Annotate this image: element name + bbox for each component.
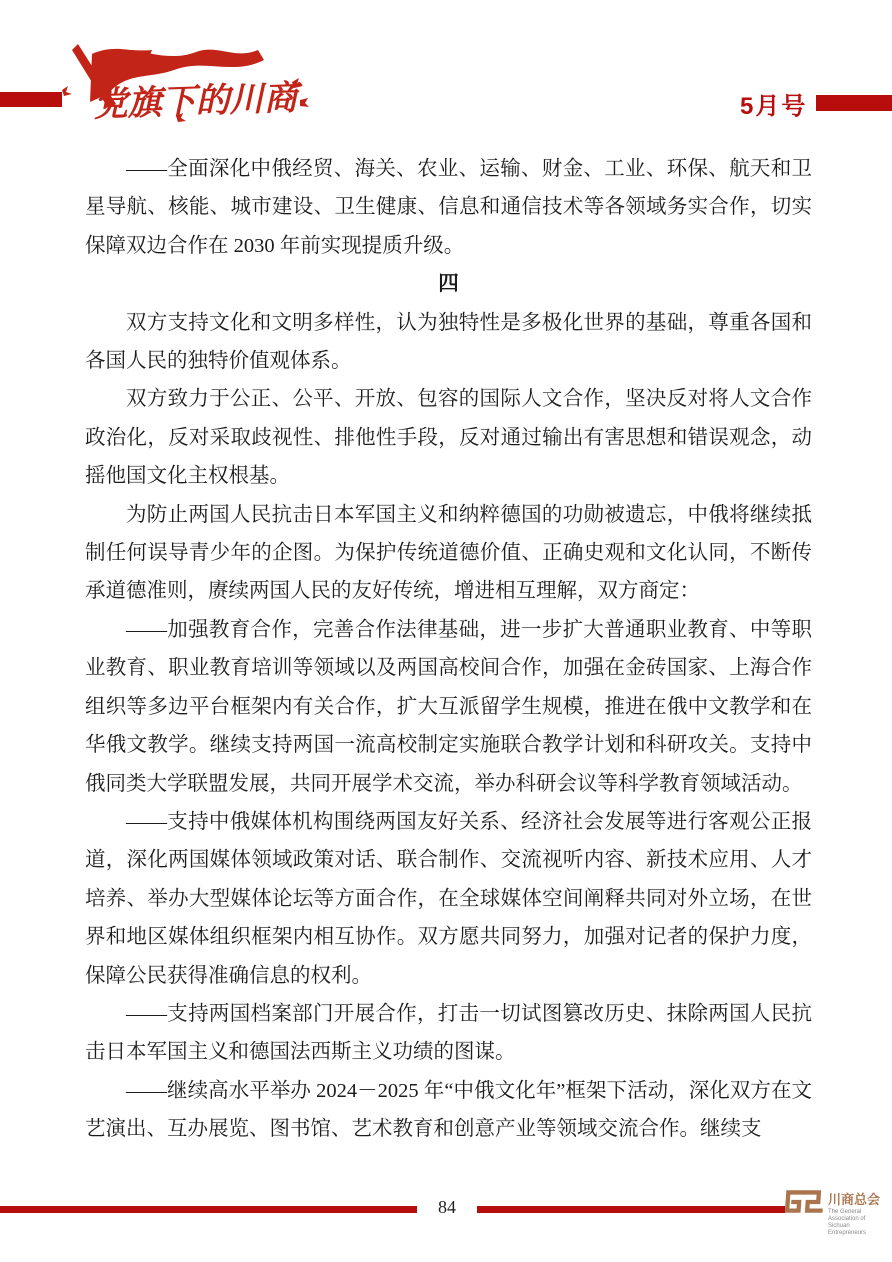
masthead-title: 党旗下的川商 (92, 78, 299, 124)
association-name-cn: 川商总会 (828, 1192, 881, 1207)
party-flag-icon (56, 38, 316, 138)
association-name-en: The General Association of Sichuan Entrepreneurs (828, 1209, 867, 1236)
footer-right-red-rule (477, 1206, 785, 1213)
body-paragraph: ——全面深化中俄经贸、海关、农业、运输、财金、工业、环保、航天和卫星导航、核能、城市建设、卫生健康、信息和通信技术等各领域务实合作，切实保障双边合作在 2030 年前实现提质升级。 (85, 158, 812, 257)
association-logo (782, 1186, 890, 1238)
header-right-red-bar (816, 95, 892, 111)
body-paragraph: ——继续高水平举办 2024－2025 年“中俄文化年”框架下活动，深化双方在文艺演出、互办展览、图书馆、艺术教育和创意产业等领域交流合作。继续支 (85, 1079, 812, 1141)
body-paragraph: ——加强教育合作，完善合作法律基础，进一步扩大普通职业教育、中等职业教育、职业教育培训等领域以及两国高校间合作，加强在金砖国家、上海合作组织等多边平台框架内有关合作，扩大互派留学生规模，推进在俄中文教学和在华俄文教学。继续支持两国一流高校制定实施联合教学计划和科研攻关。支持中俄同类大学联盟发展，共同开展学术交流，举办科研会议等科学教育领域活动。 (85, 618, 812, 795)
page-number: 84 (438, 1197, 456, 1217)
body-paragraph: 双方支持文化和文明多样性，认为独特性是多极化世界的基础，尊重各国和各国人民的独特价值观体系。 (85, 311, 812, 373)
body-paragraph: 为防止两国人民抗击日本军国主义和纳粹德国的功勋被遗忘，中俄将继续抵制任何误导青少年的企图。为保护传统道德价值、正确史观和文化认同，不断传承道德准则，赓续两国人民的友好传统，增进相互理解，双方商定： (85, 503, 812, 603)
footer-left-red-rule (0, 1206, 417, 1213)
section-heading: 四 (438, 273, 459, 296)
association-monogram-icon (782, 1186, 824, 1218)
body-paragraph: 双方致力于公正、公平、开放、包容的国际人文合作，坚决反对将人文合作政治化，反对采取歧视性、排他性手段，反对通过输出有害思想和错误观念，动摇他国文化主权根基。 (85, 388, 812, 488)
document-body (85, 150, 812, 1149)
body-paragraph: ——支持中俄媒体机构围绕两国友好关系、经济社会发展等进行客观公正报道，深化两国媒体领域政策对话、联合制作、交流视听内容、新技术应用、人才培养、举办大型媒体论坛等方面合作，在全球媒体空间阐释共同对外立场，在世界和地区媒体组织框架内相互协作。双方愿共同努力，加强对记者的保护力度，保障公民获得准确信息的权利。 (85, 810, 812, 987)
issue-label: 5月号 (740, 93, 808, 120)
header-left-red-bar (0, 92, 62, 107)
masthead-logo (56, 38, 316, 138)
body-paragraph: ——支持两国档案部门开展合作，打击一切试图篡改历史、抹除两国人民抗击日本军国主义和德国法西斯主义功绩的图谋。 (85, 1002, 812, 1064)
